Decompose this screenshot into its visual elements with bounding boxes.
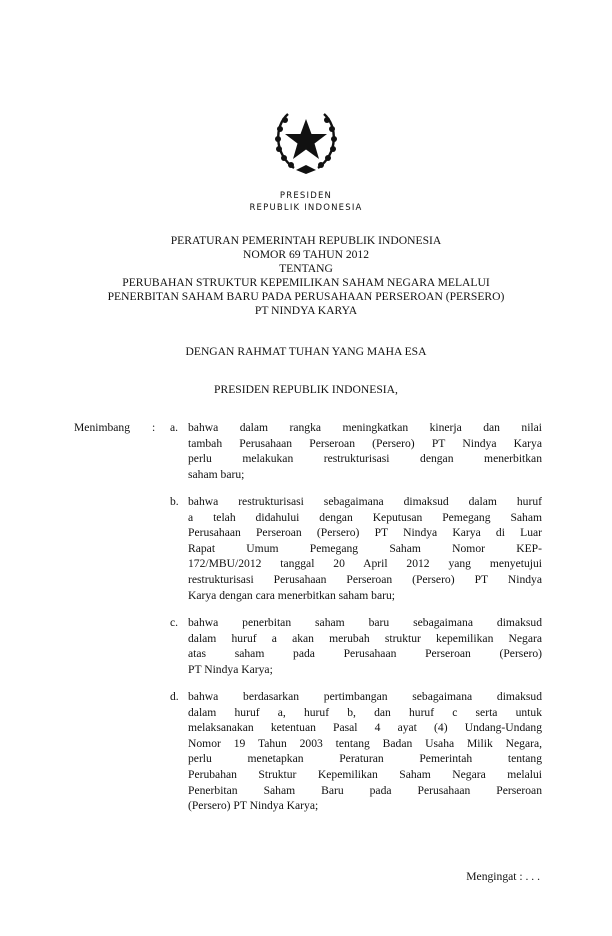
- text-line: Penerbitan Saham Baru pada Perusahaan Perseroan: [188, 783, 542, 797]
- item-letter: a.: [170, 421, 179, 434]
- text-line: bahwa dalam rangka meningkatkan kinerja dan nilai: [188, 421, 542, 434]
- menimbang-label: Menimbang: [74, 421, 131, 434]
- title-line: NOMOR 69 TAHUN 2012: [242, 248, 370, 261]
- text-line: dalam huruf a akan merubah struktur kepemilikan Negara: [188, 631, 542, 645]
- title-line: PERUBAHAN STRUKTUR KEPEMILIKAN SAHAM NEGARA MELALUI: [122, 276, 490, 289]
- menimbang-colon: :: [152, 421, 156, 434]
- text-line: perlu melakukan restrukturisasi dengan menerbitkan: [188, 452, 542, 466]
- text-line: Rapat Umum Pemegang Saham Nomor KEP-: [188, 541, 542, 555]
- text-line: restrukturisasi Perusahaan Perseroan (Persero) PT Nindya: [188, 572, 542, 586]
- item-letter: b.: [170, 495, 179, 508]
- text-line: melaksanakan ketentuan Pasal 4 ayat (4) Undang-Undang: [188, 721, 542, 735]
- text-line: bahwa berdasarkan pertimbangan sebagaimana dimaksud: [188, 690, 542, 703]
- title-line: TENTANG: [279, 262, 333, 275]
- text-line: tambah Perusahaan Perseroan (Persero) PT Nindya Karya: [188, 436, 542, 450]
- text-line: Perubahan Struktur Kepemilikan Saham Negara melalui: [188, 767, 542, 781]
- document-title: [0, 234, 612, 318]
- header-caption-line2: REPUBLIK INDONESIA: [249, 203, 363, 213]
- text-line: Nomor 19 Tahun 2003 tentang Badan Usaha Milik Negara,: [188, 736, 542, 750]
- president-heading: PRESIDEN REPUBLIK INDONESIA,: [214, 383, 398, 396]
- text-line: Karya dengan cara menerbitkan saham baru;: [188, 588, 395, 602]
- text-line: Perusahaan Perseroan (Persero) PT Nindya Karya di Luar: [188, 526, 542, 540]
- item-letter: d.: [170, 690, 179, 703]
- text-line: perlu menetapkan Peraturan Pemerintah tentang: [188, 752, 542, 766]
- item-text: [188, 615, 542, 677]
- title-line: PENERBITAN SAHAM BARU PADA PERUSAHAAN PERSEROAN (PERSERO): [107, 290, 505, 303]
- item-text: [188, 689, 542, 814]
- text-line: dalam huruf a, huruf b, dan huruf c serta untuk: [188, 705, 542, 719]
- text-line: saham baru;: [188, 467, 245, 481]
- text-line: a telah didahului dengan Keputusan Pemegang Saham: [188, 510, 542, 524]
- page-continuation: Mengingat : . . .: [466, 870, 540, 883]
- title-line: PERATURAN PEMERINTAH REPUBLIK INDONESIA: [170, 234, 442, 247]
- item-text: [188, 420, 542, 482]
- text-line: bahwa restrukturisasi sebagaimana dimaksud dalam huruf: [188, 495, 542, 508]
- garuda-emblem-icon: [266, 102, 346, 178]
- text-line: PT Nindya Karya;: [188, 662, 273, 676]
- item-text: [188, 494, 542, 603]
- header-caption-line1: PRESIDEN: [279, 191, 333, 201]
- item-letter: c.: [170, 616, 179, 629]
- text-line: (Persero) PT Nindya Karya;: [188, 799, 319, 813]
- text-line: 172/MBU/2012 tanggal 20 April 2012 yang menyetujui: [188, 557, 542, 571]
- text-line: atas saham pada Perusahaan Perseroan (Persero): [188, 647, 542, 661]
- preamble: DENGAN RAHMAT TUHAN YANG MAHA ESA: [185, 345, 427, 358]
- title-line: PT NINDYA KARYA: [254, 304, 358, 317]
- text-line: bahwa penerbitan saham baru sebagaimana dimaksud: [188, 616, 542, 629]
